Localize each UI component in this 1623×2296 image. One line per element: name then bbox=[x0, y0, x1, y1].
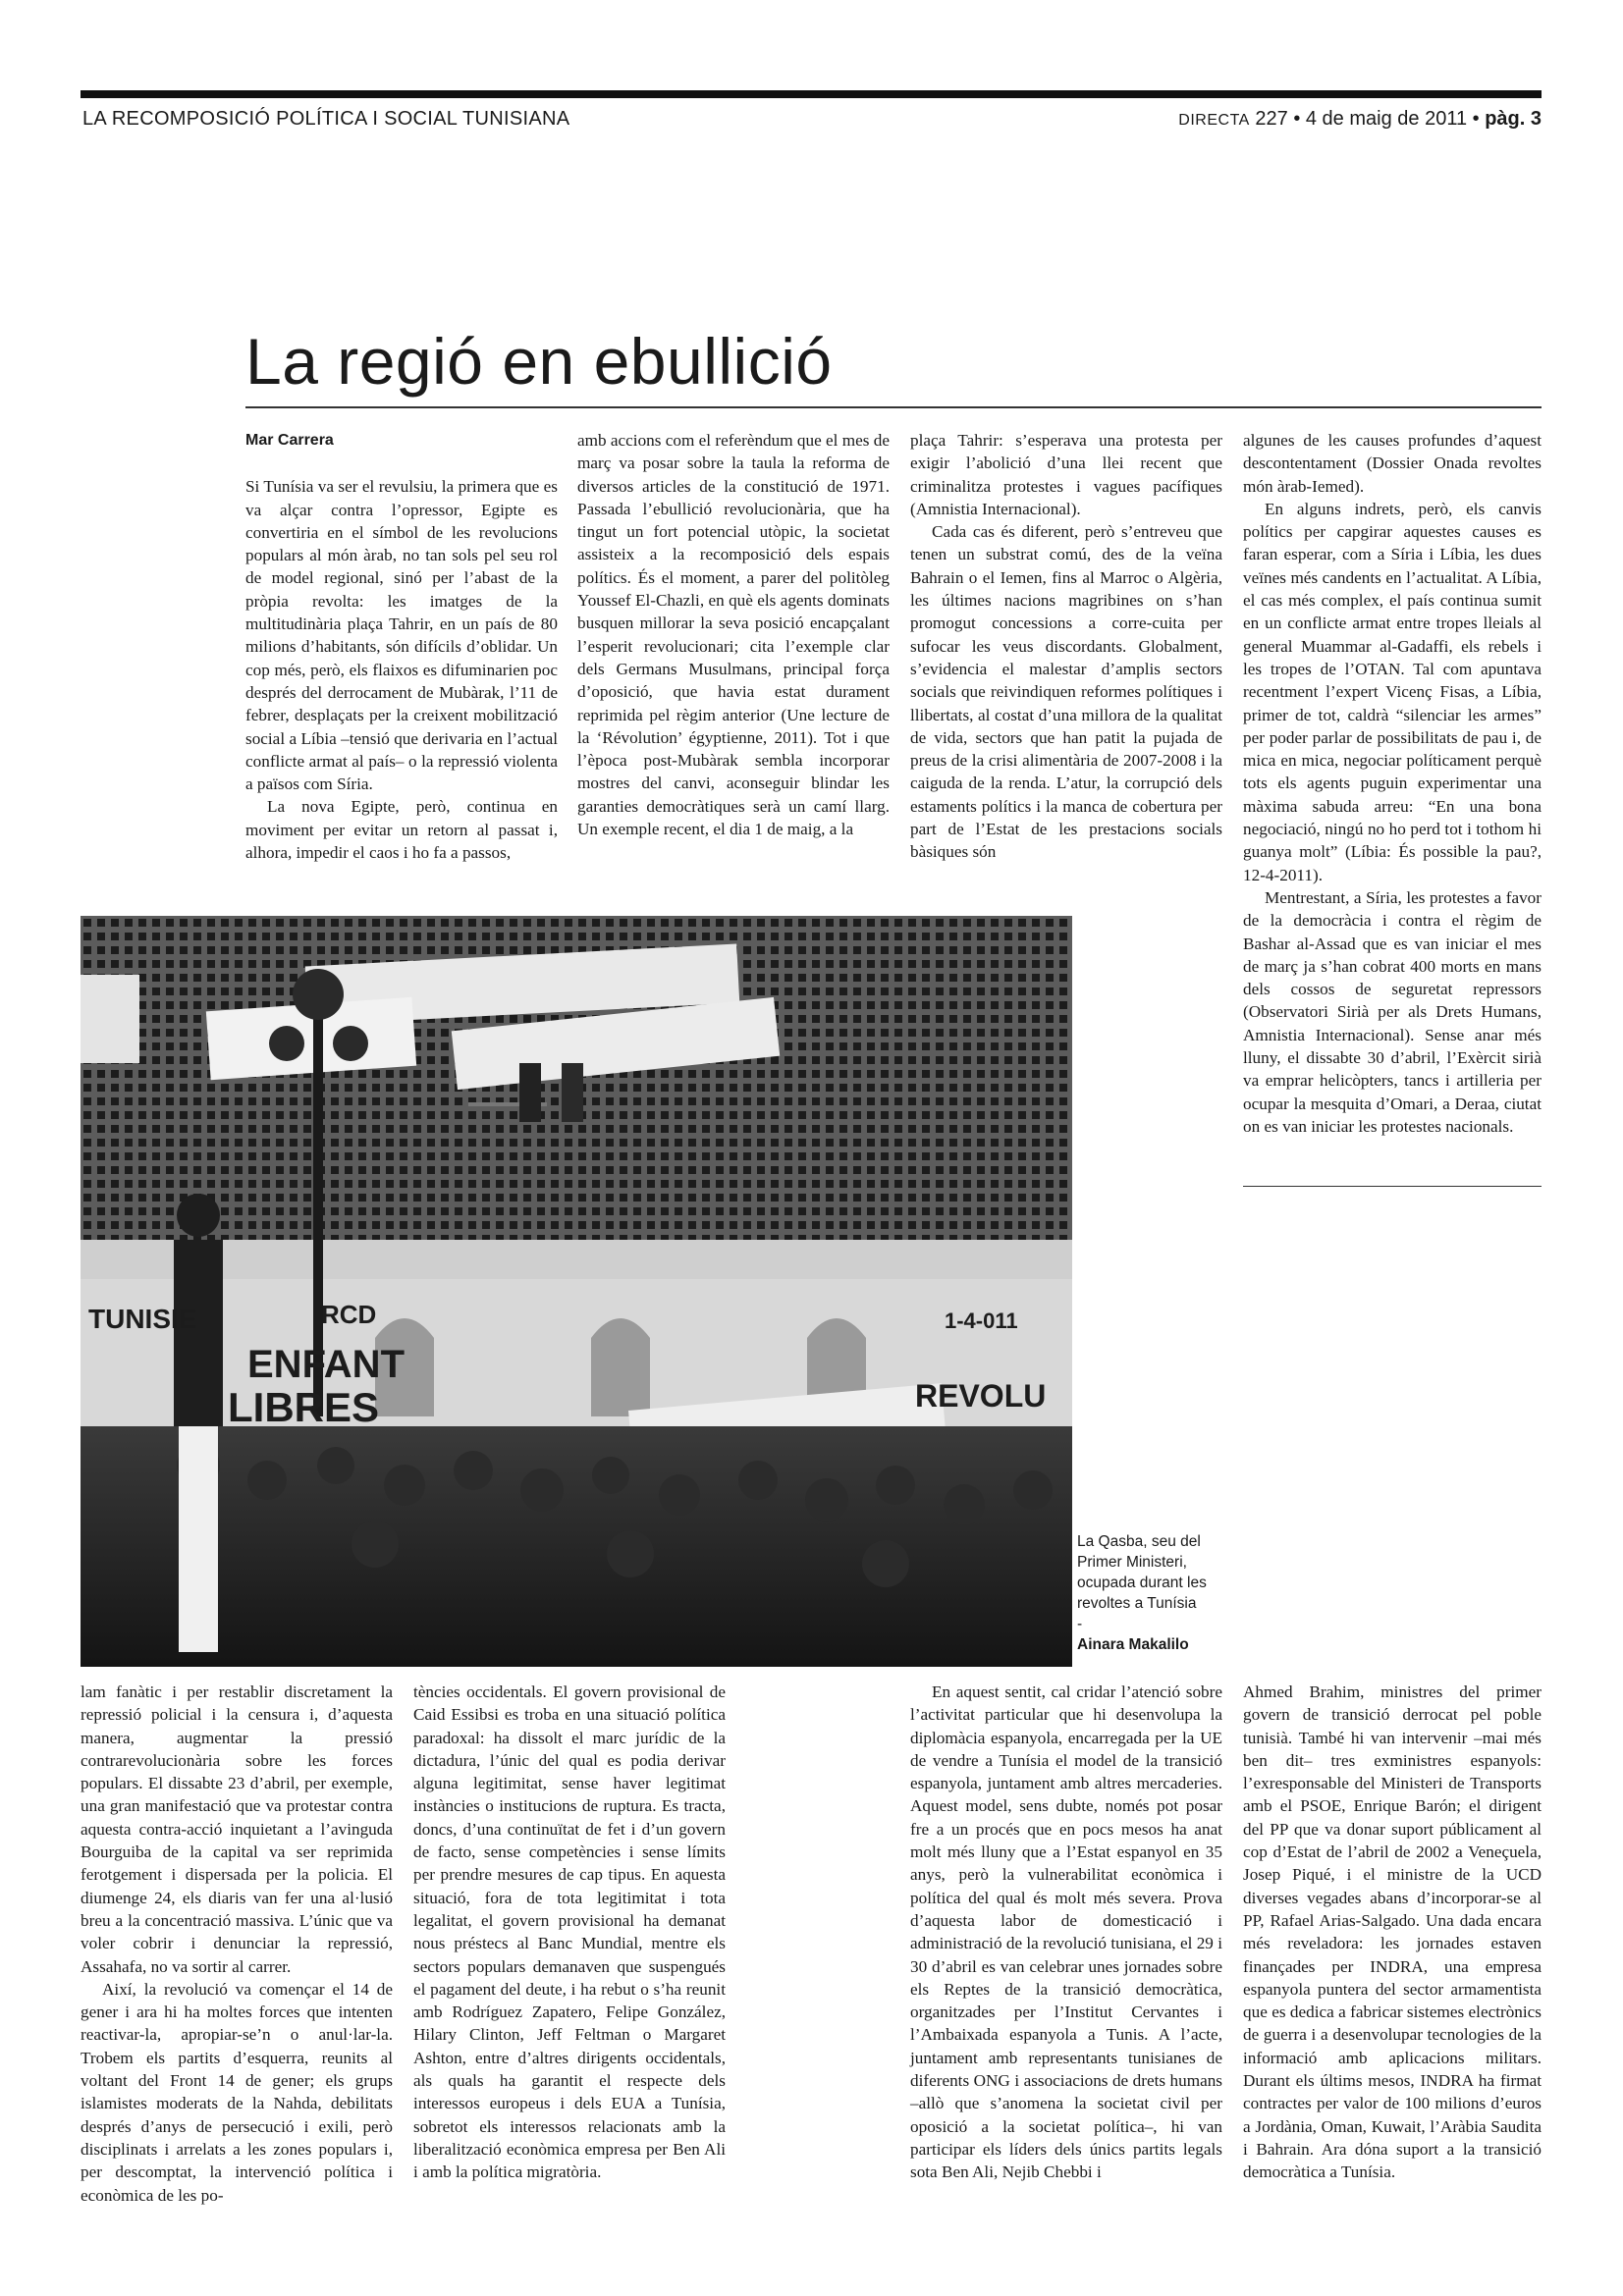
sign-text-revolu: REVOLU bbox=[915, 1378, 1047, 1414]
caption-text: La Qasba, seu del Primer Ministeri, ocupada durant les revoltes a Tunísia bbox=[1077, 1533, 1207, 1612]
paragraph: Si Tunísia va ser el revulsiu, la primera que es va alçar contra l’opressor, Egipte es convertiria en el símbol de les revolucions populars al món àrab, no tan sols pel seu rol de model regional, sinó per l’abast de la pròpia revolta: les imatges de la multitudinària plaça Tahrir, en un país de 80 milions d’habitants, són difícils d’oblidar. Un cop més, però, els flaixos es difuminarien poc després del derrocament de Mubàrak, l’11 de febrer, desplaçats per la creixent mobilització social a Líbia –tensió que derivaria en l’actual conflicte armat al país– o la repressió violenta a països com Síria. bbox=[245, 477, 558, 794]
article-column-3 bbox=[910, 429, 1222, 864]
issue-date: 227 • 4 de maig de 2011 • bbox=[1255, 108, 1480, 130]
paragraph: Ahmed Brahim, ministres del primer govern de transició derrocat pel poble tunisià. També hi van intervenir –mai més ben dit– tres exministres espanyols: l’exresponsable del Ministeri de Transports amb el PSOE, Enrique Barón; el dirigent del PP que va donar suport públicament al cop d’Estat de l’abril de 2002 a Veneçuela, Josep Piqué, i el ministre de la UCD diverses vegades abans d’incorporar-se al PP, Rafael Arias-Salgado. Una dada encara més reveladora: les jornades estaven finançades per INDRA, una empresa espanyola puntera del sector armamentista que es dedica a fabricar sistemes electrònics de guerra i a desenvolupar tecnologies de la informació amb aplicacions militars. Durant els últims mesos, INDRA ha firmat contractes per valor de 100 milions d’euros a Jordània, Oman, Kuwait, l’Aràbia Saudita i Bahrain. Ara dóna suport a la transició democràtica a Tunísia. bbox=[1243, 1682, 1542, 2182]
paragraph: tències occidentals. El govern provisional de Caid Essibsi es troba en una situació política paradoxal: ha dissolt el marc jurídic de la dictadura, l’únic del qual es podia derivar alguna legitimitat, sense haver legitimat instàncies o institucions de ruptura. Es tracta, doncs, d’una continuïtat de fet i d’un govern de facto, sense competències i sense límits per prendre mesures de cap tipus. En aquesta situació, fora de tota legitimitat i tota legalitat, el govern provisional ha demanat nous préstecs al Banc Mundial, mentre els sectors populars demanaven que suspengués el pagament del deute, i ha rebut o s’ha reunit amb Rodríguez Zapatero, Felipe González, Hilary Clinton, Jeff Feltman o Margaret Ashton, entre d’altres dirigents occidentals, als quals ha garantit el respecte dels interessos europeus i dels EUA a Tunísia, sobretot els interessos relacionats amb la liberalització econòmica empresa per Ben Ali i amb la política migratòria. bbox=[413, 1682, 726, 2182]
page-number: pàg. 3 bbox=[1485, 108, 1542, 130]
article-column-8 bbox=[1243, 1681, 1542, 2184]
article-column-4 bbox=[1243, 429, 1542, 1138]
article-column-7 bbox=[910, 1681, 1222, 2184]
top-rule bbox=[81, 90, 1542, 98]
sign-text-rcd: RCD bbox=[321, 1300, 377, 1329]
photo-credit: Ainara Makalilo bbox=[1077, 1636, 1189, 1653]
paragraph: Així, la revolució va començar el 14 de gener i ara hi ha moltes forces que intenten reactivar-la, apropiar-se’n o anul·lar-la. Trobem els partits d’esquerra, reunits al voltant del Front 14 de gener; els grups islamistes moderats de la Nahda, debilitats després d’anys de persecució i exili, però disciplinats i arrelats a les zones populars i, per descomptat, la intervenció política i econòmica de les po- bbox=[81, 1979, 393, 2205]
paragraph: En aquest sentit, cal cridar l’atenció sobre l’activitat particular que hi desenvolupa la diplomàcia espanyola, encarregada per la UE de vendre a Tunísia el model de la transició espanyola, juntament amb altres mercaderies. Aquest model, sens dubte, només pot posar fre a un procés que en pocs mesos ha anat molt més lluny que a l’Estat espanyol en 35 anys, però la vulnerabilitat econòmica i política del qual és molt més severa. Prova d’aquesta labor de domesticació i administració de la revolució tunisiana, el 29 i 30 d’abril es van celebrar unes jornades sobre els Reptes de la transició democràtica, organitzades per l’Institut Cervantes i l’Ambaixada espanyola a Tunis. A l’acte, juntament amb representants tunisianes de diferents ONG i associacions de drets humans –allò que s’anomena la societat civil per oposició a la societat política–, hi van participar els líders dels únics partits legals sota Ben Ali, Nejib Chebbi i bbox=[910, 1682, 1222, 2182]
photo-caption bbox=[1077, 1531, 1234, 1655]
sign-text-enfant: ENFANT bbox=[247, 1343, 405, 1386]
paragraph: Mentrestant, a Síria, les protestes a favor de la democràcia i contra el règim de Bashar al-Assad que es van iniciar el mes de març ja s’han cobrat 400 morts en mans dels cossos de seguretat repressors (Observatori Sirià per als Drets Humans, Amnistia Internacional). Sense anar més lluny, el dissabte 30 d’abril, l’Exèrcit sirià va emprar helicòpters, tancs i artilleria per ocupar la mesquita d’Omari, a Deraa, ciutat on es van iniciar les protestes nacionals. bbox=[1243, 887, 1542, 1136]
paragraph: amb accions com el referèndum que el mes de març va posar sobre la taula la reforma de diversos articles de la constitució de 1971. Passada l’ebullició revolucionària, que ha tingut un fort potencial utòpic, la societat assisteix a la recomposició dels espais polítics. És el moment, a parer del politòleg Youssef El-Chazli, en què els agents dominats busquen millorar la seva posició encapçalant l’esperit revolucionari; cita l’exemple clar dels Germans Musulmans, principal força d’oposició, que havia estat durament reprimida pel règim anterior (Une lecture de la ‘Révolution’ égyptienne, 2011). Tot i que l’època post-Mubàrak sembla incorporar mostres del canvi, aconseguir blindar les garanties democràtiques serà un camí llarg. Un exemple recent, el dia 1 de maig, a la bbox=[577, 431, 890, 839]
paragraph: La nova Egipte, però, continua en moviment per evitar un retorn al passat i, alhora, impedir el caos i ho fa a passos, bbox=[245, 797, 558, 863]
column-end-rule bbox=[1243, 1186, 1542, 1187]
sign-text-tunisie: TUNISIE bbox=[88, 1304, 197, 1334]
caption-separator: - bbox=[1077, 1616, 1083, 1632]
article-headline: La regió en ebullició bbox=[245, 325, 833, 398]
sign-text-libres: LIBRES bbox=[228, 1384, 380, 1430]
article-column-2 bbox=[577, 429, 890, 840]
paragraph: En alguns indrets, però, els canvis polítics per capgirar aquestes causes es faran esperar, com a Síria i Líbia, les dues veïnes més candents en l’actualitat. A Líbia, el cas més complex, el país continua sumit en un conflicte armat entre tropes lleials al general Muammar al-Gadaffi, els rebels i les tropes de l’OTAN. Tal com apuntava recentment l’expert Vicenç Fisas, a Líbia, primer de tot, caldrà “silenciar les armes” per poder parlar de possibilitats de pau i, de mica en mica, negociar políticament perquè tots els agents puguin experimentar una màxima sabuda arreu: “En una bona negociació, ningú no ho perd tot i tothom hi guanya molt” (Líbia: És possible la pau?, 12-4-2011). bbox=[1243, 499, 1542, 884]
paragraph: algunes de les causes profundes d’aquest descontentament (Dossier Onada revoltes món àrab-Iemed). bbox=[1243, 431, 1542, 496]
publication-name: DIRECTA bbox=[1178, 112, 1250, 129]
section-title: LA RECOMPOSICIÓ POLÍTICA I SOCIAL TUNISIANA bbox=[82, 108, 570, 130]
article-column-1 bbox=[245, 429, 558, 864]
sign-text-date: 1-4-011 bbox=[945, 1308, 1018, 1333]
page-info bbox=[1178, 108, 1542, 131]
paragraph: plaça Tahrir: s’esperava una protesta per exigir l’abolició d’una llei recent que criminalitza protestes i vagues pacífiques (Amnistia Internacional). bbox=[910, 431, 1222, 518]
article-column-6 bbox=[413, 1681, 726, 2184]
protest-photo bbox=[81, 916, 1072, 1667]
paragraph: Cada cas és diferent, però s’entreveu que tenen un substrat comú, des de la veïna Bahrain o el Iemen, fins al Marroc o Algèria, les últimes nacions magribines on s’han promogut concessions a corre-cuita per sufocar les veus discordants. Globalment, s’evidencia el malestar d’amplis sectors socials que reivindiquen reformes polítiques i llibertats, al costat d’una millora de la qualitat de vida, sectors que han patit la pujada de preus de la crisi alimentària de 2007-2008 i la caiguda de la renda. L’atur, la corrupció dels estaments polítics i la manca de cobertura per part de l’Estat de les prestacions socials bàsiques són bbox=[910, 522, 1222, 862]
article-column-5 bbox=[81, 1681, 393, 2207]
headline-rule bbox=[245, 406, 1542, 408]
byline: Mar Carrera bbox=[245, 432, 334, 449]
paragraph: lam fanàtic i per restablir discretament la repressió policial i la censura i, d’aquesta manera, augmentar la pressió contrarevolucionària sobre les forces populars. El dissabte 23 d’abril, per exemple, una gran manifestació que va protestar contra aquesta contra-acció inquietant a l’avinguda Bourguiba de la capital va ser reprimida ferotgement i dispersada per la policia. El diumenge 24, els diaris van fer una al·lusió breu a la concentració massiva. L’únic que va voler cobrir i denunciar la repressió, Assahafa, no va sortir al carrer. bbox=[81, 1682, 393, 1976]
